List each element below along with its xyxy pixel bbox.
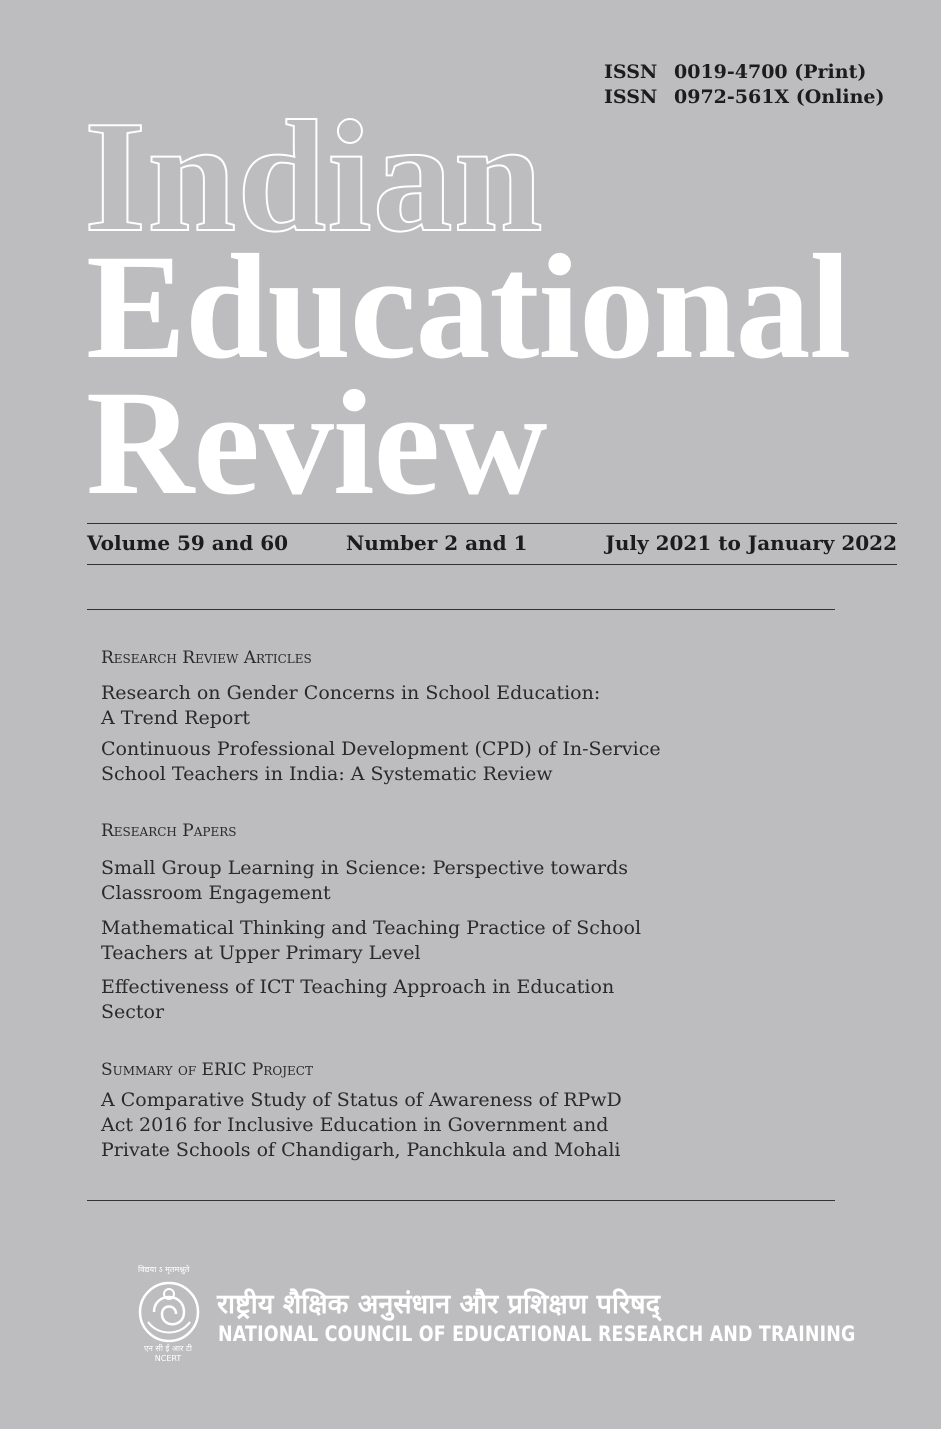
number-label: Number 2 and 1 bbox=[346, 531, 528, 555]
table-of-contents bbox=[101, 648, 741, 1163]
volume-label: Volume 59 and 60 bbox=[87, 531, 289, 555]
article-title: Mathematical Thinking and Teaching Practice of School Teachers at Upper Primary Level bbox=[101, 917, 642, 964]
publisher-name-english: NATIONAL COUNCIL OF EDUCATIONAL RESEARCH AND TRAINING bbox=[218, 1322, 856, 1346]
contents-bottom-rule bbox=[87, 1200, 835, 1201]
article-title: Effectiveness of ICT Teaching Approach in Education Sector bbox=[101, 976, 615, 1023]
article-title: Small Group Learning in Science: Perspective towards Classroom Engagement bbox=[101, 857, 629, 904]
article-title: Research on Gender Concerns in School Education: A Trend Report bbox=[101, 682, 601, 729]
issn-print: ISSN 0019-4700 (Print) bbox=[604, 61, 867, 83]
issn-online: ISSN 0972-561X (Online) bbox=[604, 86, 885, 108]
ncert-motto: विद्यया ऽ मृतमश्नुते bbox=[138, 1265, 190, 1274]
article-title: A Comparative Study of Status of Awareness of RPwD Act 2016 for Inclusive Education in Government and Private Schools of Chandigarh, Panchkula and Mohali bbox=[101, 1089, 622, 1161]
journal-title-line-1: Indian bbox=[84, 87, 544, 265]
divider-bottom bbox=[87, 564, 897, 565]
journal-title-line-2: Educational bbox=[86, 224, 851, 390]
publisher-name-hindi: राष्ट्रीय शैक्षिक अनुसंधान और प्रशिक्षण परिषद् bbox=[217, 1289, 660, 1320]
journal-title-line-3: Review bbox=[86, 360, 547, 526]
article-title: Continuous Professional Development (CPD) of In-Service School Teachers in India: A Systematic Review bbox=[101, 738, 661, 785]
contents-top-rule bbox=[87, 609, 835, 610]
ncert-logo-caption: एन सी ई आर टी NCERT bbox=[144, 1344, 192, 1363]
period-label: July 2021 to January 2022 bbox=[605, 531, 897, 555]
section-heading: Research Papers bbox=[101, 821, 237, 841]
section-heading: Summary of ERIC Project bbox=[101, 1060, 313, 1080]
section-heading: Research Review Articles bbox=[101, 648, 312, 668]
issn-block bbox=[604, 60, 884, 110]
divider-top bbox=[87, 523, 897, 524]
